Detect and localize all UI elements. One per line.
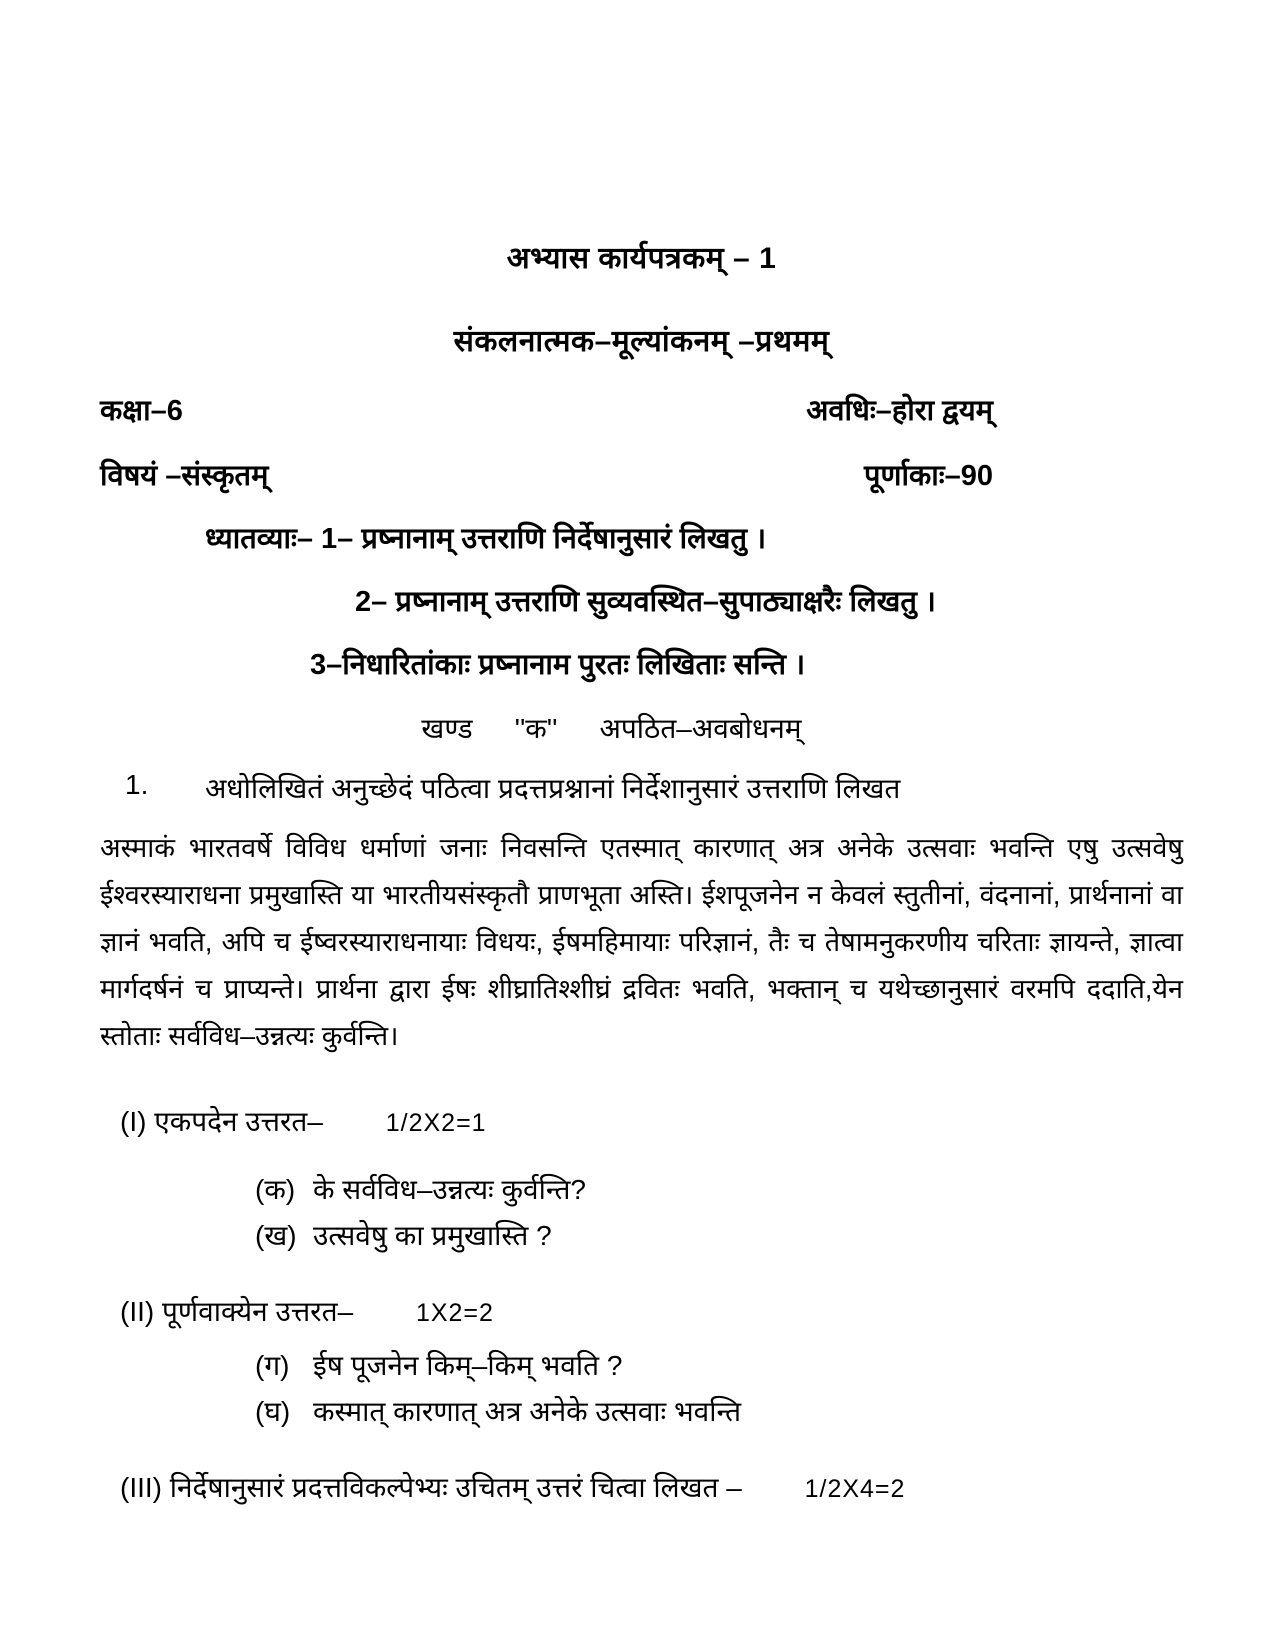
reading-passage: अस्माकं भारतवर्षे विविध धर्माणां जनाः निवसन्ति एतस्मात् कारणात् अत्र अनेके उत्सवाः भवन्ति एषु उत्सवेषु ईश्वरस्याराधना प्रमुखास्ति या भारतीयसंस्कृतौ प्राणभूता अस्ति। ईशपूजनेन न केवलं स्तुतीनां, वंदनानां, प्रार्थनानां वा ज्ञानं भवति, अपि च ईष्वरस्याराधनायाः विधयः, ईषमहिमायाः परिज्ञानं, तैः च तेषामनुकरणीय चरिताः ज्ञायन्ते, ज्ञात्वा मार्गदर्षनं च प्राप्यन्ते। प्रार्थना द्वारा ईषः शीघ्रातिश्शीघ्रं द्रवितः भवति, भक्तान् च यथेच्छानुसारं वरमपि ददाति,येन स्तोताः सर्वविध–उन्नत्यः कुर्वन्ति। (100, 833, 1183, 1052)
question-1-text: अधोलिखितं अनुच्छेदं पठित्वा प्रदत्तप्रश्नानां निर्देशानुसारं उत्तराणि लिखत (205, 773, 901, 805)
class-label: कक्षा–6 (100, 395, 183, 427)
subquestion-II-items (255, 1346, 1183, 1430)
item-ga-label: (ग) (255, 1350, 290, 1382)
instruction-line-1: ध्यातव्याः– 1– प्रष्नानाम् उत्तराणि निर्देषानुसारं लिखतु । (205, 523, 767, 555)
subquestion-II-marks: 1X2=2 (415, 1299, 494, 1328)
question-1-heading (100, 769, 1183, 807)
spacer (100, 1438, 1183, 1468)
list-item (255, 1392, 1183, 1430)
spacer (100, 1156, 1183, 1170)
subquestion-I-marks: 1/2X2=1 (385, 1109, 487, 1138)
instruction-line-2: 2– प्रष्नानाम् उत्तराणि सुव्यवस्थित–सुपाठ्याक्षरैः लिखतु । (355, 586, 936, 619)
subquestion-II-heading (120, 1292, 1183, 1330)
item-ga-text: ईष पूजनेन किम्–किम् भवति ? (313, 1350, 623, 1382)
question-1-number: 1. (125, 769, 149, 801)
meta-row-class-duration (100, 390, 1183, 429)
worksheet-title: अभ्यास कार्यपत्रकम् – 1 (506, 242, 777, 275)
section-part-letter: ''क'' (514, 713, 558, 745)
item-kha-label: (ख) (255, 1220, 297, 1252)
spacer (100, 1262, 1183, 1292)
item-ka-text: के सर्वविध–उन्नत्यः कुर्वन्ति? (313, 1174, 586, 1206)
subquestion-I-heading (120, 1102, 1183, 1140)
item-gha-text: कस्मात् कारणात् अत्र अनेके उत्सवाः भवन्ति (313, 1396, 742, 1428)
list-item (255, 1216, 1183, 1254)
subject-label: विषयं –संस्कृतम् (100, 460, 269, 492)
meta-row-subject-marks (100, 455, 1183, 494)
subquestion-III-heading (120, 1468, 1183, 1506)
subquestion-III-marks: 1/2X4=2 (804, 1475, 906, 1504)
subquestion-II-prompt: (II) पूर्णवाक्येन उत्तरत– (120, 1296, 354, 1328)
section-heading (100, 709, 1123, 747)
list-item (255, 1346, 1183, 1384)
subquestion-I-prompt: (I) एकपदेन उत्तरत– (120, 1106, 323, 1138)
list-item (255, 1170, 1183, 1208)
section-part-title: अपठित–अवबोधनम् (599, 713, 802, 745)
item-gha-label: (घ) (255, 1396, 291, 1428)
total-marks-label: पूर्णाकाः–90 (864, 460, 993, 492)
subquestion-III-prompt: (III) निर्देषानुसारं प्रदत्तविकल्पेभ्यः उचितम् उत्तरं चित्वा लिखत – (120, 1472, 742, 1504)
item-kha-text: उत्सवेषु का प्रमुखास्ति ? (313, 1220, 552, 1252)
instruction-line-3: 3–निधारितांकाः प्रष्नानाम पुरतः लिखिताः सन्ति । (310, 649, 806, 682)
subquestion-I-items (255, 1170, 1183, 1254)
item-ka-label: (क) (255, 1174, 296, 1206)
section-part-label: खण्ड (421, 713, 473, 745)
assessment-subtitle: संकलनात्मक–मूल्यांकनम् –प्रथमम् (453, 325, 830, 358)
duration-label: अवधिः–होरा द्वयम् (806, 395, 993, 427)
